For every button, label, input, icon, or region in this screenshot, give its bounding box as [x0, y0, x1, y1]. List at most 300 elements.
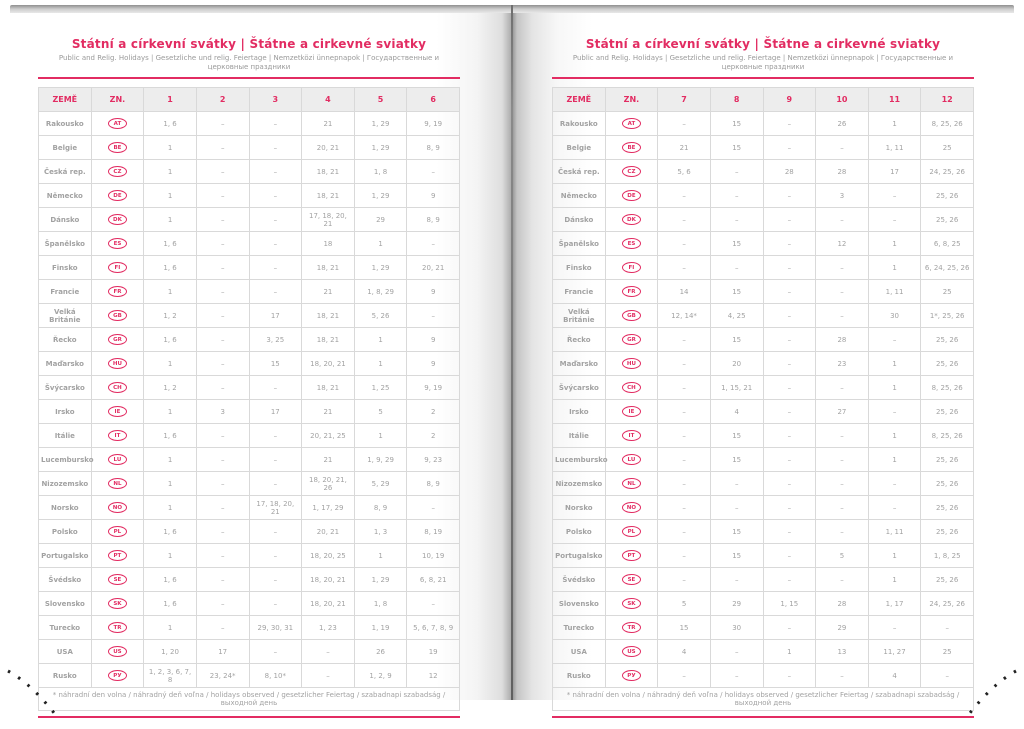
value-cell: 18, 20, 21 [302, 352, 355, 376]
table-row [553, 544, 974, 568]
value-cell: 8, 10* [249, 664, 302, 688]
value-cell: 1, 29 [354, 184, 407, 208]
value-cell: – [196, 184, 249, 208]
country-cell: Irsko [39, 400, 92, 424]
value-cell: – [249, 280, 302, 304]
country-code-badge: TR [108, 622, 127, 633]
country-cell: USA [553, 640, 606, 664]
footnote-row [553, 688, 974, 711]
country-cell: Velká Británie [553, 304, 606, 328]
value-cell: 18 [302, 232, 355, 256]
value-cell: 9, 23 [407, 448, 460, 472]
country-code-badge: NO [108, 502, 127, 513]
table-row [553, 400, 974, 424]
country-code-badge: SK [622, 598, 641, 609]
country-code-badge: IT [108, 430, 127, 441]
country-cell: Rusko [553, 664, 606, 688]
code-cell [605, 280, 658, 304]
value-cell: 17, 18, 20, 21 [249, 496, 302, 520]
value-cell: – [658, 256, 711, 280]
code-cell [605, 184, 658, 208]
value-cell: 29 [816, 616, 869, 640]
value-cell: – [658, 352, 711, 376]
value-cell: – [196, 592, 249, 616]
value-cell: 1, 6 [144, 424, 197, 448]
value-cell: 1 [868, 376, 921, 400]
value-cell: 5, 6 [658, 160, 711, 184]
country-code-badge: US [622, 646, 641, 657]
value-cell: 3 [196, 400, 249, 424]
country-code-badge: BE [108, 142, 127, 153]
value-cell: 20, 21, 25 [302, 424, 355, 448]
country-cell: Německo [553, 184, 606, 208]
value-cell: 28 [816, 592, 869, 616]
country-code-badge: PT [622, 550, 641, 561]
value-cell: – [196, 280, 249, 304]
value-cell: 1, 2 [144, 376, 197, 400]
month-column-header: 2 [196, 88, 249, 112]
country-cell: Francie [553, 280, 606, 304]
code-cell [605, 256, 658, 280]
value-cell: – [816, 664, 869, 688]
value-cell: 4, 25 [710, 304, 763, 328]
code-cell [605, 520, 658, 544]
value-cell: – [763, 544, 816, 568]
value-cell: 1 [144, 208, 197, 232]
value-cell: 8, 25, 26 [921, 376, 974, 400]
value-cell: 8, 19 [407, 520, 460, 544]
value-cell: 25, 26 [921, 328, 974, 352]
value-cell: 18, 21 [302, 160, 355, 184]
value-cell: 1, 2, 3, 6, 7, 8 [144, 664, 197, 688]
table-row [39, 304, 460, 328]
value-cell: 28 [816, 160, 869, 184]
footnote-cell: * náhradní den volna / náhradný deň voľna / holidays observed / gesetzlicher Feiertag / szabadnapi szabadság / выходной день [553, 688, 974, 711]
code-cell [91, 232, 144, 256]
country-cell: Portugalsko [39, 544, 92, 568]
table-row [39, 472, 460, 496]
value-cell: 1 [868, 544, 921, 568]
value-cell: – [763, 112, 816, 136]
holidays-table-jan-jun [38, 87, 460, 711]
value-cell: – [196, 352, 249, 376]
country-cell: Česká rep. [553, 160, 606, 184]
code-cell [605, 568, 658, 592]
code-cell [605, 160, 658, 184]
value-cell: 1 [868, 352, 921, 376]
month-column-header: 10 [816, 88, 869, 112]
month-column-header: 3 [249, 88, 302, 112]
value-cell: – [710, 184, 763, 208]
value-cell: 1, 6 [144, 592, 197, 616]
value-cell: 1, 19 [354, 616, 407, 640]
table-row [39, 424, 460, 448]
value-cell: 6, 8, 21 [407, 568, 460, 592]
country-code-badge: HU [108, 358, 127, 369]
country-code-badge: CH [622, 382, 641, 393]
value-cell: – [816, 520, 869, 544]
value-cell: 8, 9 [407, 208, 460, 232]
bottom-rule [552, 716, 974, 718]
table-row [553, 592, 974, 616]
value-cell: – [196, 544, 249, 568]
header-row [553, 88, 974, 112]
value-cell: – [196, 376, 249, 400]
value-cell: 30 [710, 616, 763, 640]
value-cell: 15 [710, 136, 763, 160]
value-cell: – [763, 496, 816, 520]
country-code-badge: РУ [622, 670, 641, 681]
value-cell: 25, 26 [921, 496, 974, 520]
value-cell: – [249, 208, 302, 232]
country-code-badge: FR [622, 286, 641, 297]
value-cell: 6, 8, 25 [921, 232, 974, 256]
value-cell: – [763, 304, 816, 328]
value-cell: – [658, 208, 711, 232]
value-cell: 6, 24, 25, 26 [921, 256, 974, 280]
footnote-cell: * náhradní den volna / náhradný deň voľna / holidays observed / gesetzlicher Feiertag / szabadnapi szabadság / выходной день [39, 688, 460, 711]
value-cell: – [196, 520, 249, 544]
value-cell: – [763, 280, 816, 304]
value-cell: 1 [144, 472, 197, 496]
value-cell: – [763, 400, 816, 424]
country-cell: Švýcarsko [553, 376, 606, 400]
table-row [39, 664, 460, 688]
value-cell: – [249, 472, 302, 496]
country-cell: Švédsko [553, 568, 606, 592]
country-cell: Polsko [39, 520, 92, 544]
country-code-badge: NO [622, 502, 641, 513]
country-code-badge: GR [108, 334, 127, 345]
page-subtitle: Public and Relig. Holidays | Gesetzliche und relig. Feiertage | Nemzetközi ünnepnapok | Государственные и церковные праздники [572, 54, 954, 71]
code-cell [91, 520, 144, 544]
country-cell: Norsko [553, 496, 606, 520]
title-rule [38, 77, 460, 79]
country-code-badge: PL [622, 526, 641, 537]
value-cell: 2 [407, 400, 460, 424]
value-cell: – [249, 160, 302, 184]
value-cell: 1, 9, 29 [354, 448, 407, 472]
table-row [39, 616, 460, 640]
value-cell: 4 [710, 400, 763, 424]
code-cell [91, 400, 144, 424]
value-cell: 1, 15, 21 [710, 376, 763, 400]
value-cell: 15 [710, 280, 763, 304]
value-cell: 25, 26 [921, 520, 974, 544]
value-cell: – [868, 616, 921, 640]
value-cell: 24, 25, 26 [921, 592, 974, 616]
country-cell: Belgie [553, 136, 606, 160]
country-cell: Rakousko [39, 112, 92, 136]
country-cell: Slovensko [553, 592, 606, 616]
value-cell: 9 [407, 280, 460, 304]
table-row [553, 640, 974, 664]
country-code-badge: IE [622, 406, 641, 417]
country-code-badge: SK [108, 598, 127, 609]
country-cell: Španělsko [553, 232, 606, 256]
code-cell [91, 136, 144, 160]
value-cell: 25 [921, 280, 974, 304]
value-cell: 12 [816, 232, 869, 256]
country-cell: Norsko [39, 496, 92, 520]
month-column-header: 1 [144, 88, 197, 112]
value-cell: 18, 20, 25 [302, 544, 355, 568]
country-code-badge: SE [622, 574, 641, 585]
value-cell: 1, 6 [144, 232, 197, 256]
table-row [39, 232, 460, 256]
code-cell [91, 304, 144, 328]
value-cell: – [249, 112, 302, 136]
value-cell: 1, 6 [144, 568, 197, 592]
value-cell: – [816, 472, 869, 496]
value-cell: 23 [816, 352, 869, 376]
value-cell: 10, 19 [407, 544, 460, 568]
value-cell: – [763, 352, 816, 376]
country-code-badge: NL [108, 478, 127, 489]
value-cell: – [196, 160, 249, 184]
table-row [553, 232, 974, 256]
value-cell: – [658, 232, 711, 256]
country-cell: Itálie [39, 424, 92, 448]
value-cell: 20, 21 [302, 520, 355, 544]
value-cell: 5 [354, 400, 407, 424]
country-code-badge: LU [108, 454, 127, 465]
value-cell: – [196, 232, 249, 256]
value-cell: 1 [144, 352, 197, 376]
country-cell: Lucembursko [553, 448, 606, 472]
value-cell: – [249, 232, 302, 256]
country-code-badge: GR [622, 334, 641, 345]
value-cell: 5, 26 [354, 304, 407, 328]
value-cell: – [196, 208, 249, 232]
code-cell [91, 616, 144, 640]
country-code-badge: FI [622, 262, 641, 273]
country-cell: Nizozemsko [553, 472, 606, 496]
value-cell: 18, 20, 21, 26 [302, 472, 355, 496]
value-cell: – [763, 448, 816, 472]
value-cell: 5, 29 [354, 472, 407, 496]
table-row [553, 136, 974, 160]
value-cell: 9, 19 [407, 112, 460, 136]
value-cell: 17 [196, 640, 249, 664]
value-cell: 18, 21 [302, 184, 355, 208]
book-spine [511, 5, 513, 700]
value-cell: 15 [658, 616, 711, 640]
value-cell: – [658, 424, 711, 448]
value-cell: – [249, 544, 302, 568]
code-cell [91, 448, 144, 472]
value-cell: 1 [144, 616, 197, 640]
value-cell: – [196, 568, 249, 592]
table-row [39, 352, 460, 376]
value-cell: 20, 21 [302, 136, 355, 160]
table-row [553, 280, 974, 304]
country-code-badge: LU [622, 454, 641, 465]
value-cell: – [196, 136, 249, 160]
value-cell: 18, 21 [302, 328, 355, 352]
value-cell: 1, 23 [302, 616, 355, 640]
value-cell: 13 [816, 640, 869, 664]
value-cell: – [763, 256, 816, 280]
value-cell: 1 [868, 568, 921, 592]
country-column-header: ZEMĚ [39, 88, 92, 112]
value-cell: 1 [868, 232, 921, 256]
value-cell: – [763, 664, 816, 688]
country-code-badge: FI [108, 262, 127, 273]
value-cell: – [249, 448, 302, 472]
value-cell: 1 [868, 424, 921, 448]
code-cell [605, 472, 658, 496]
value-cell: 9 [407, 184, 460, 208]
value-cell: – [658, 328, 711, 352]
value-cell: 1, 8 [354, 160, 407, 184]
value-cell: 25, 26 [921, 472, 974, 496]
value-cell: 15 [710, 424, 763, 448]
value-cell: – [710, 664, 763, 688]
table-row [553, 352, 974, 376]
value-cell: 1, 6 [144, 256, 197, 280]
value-cell: 1, 29 [354, 568, 407, 592]
value-cell: 17 [868, 160, 921, 184]
value-cell: – [302, 640, 355, 664]
value-cell: – [249, 592, 302, 616]
table-row [39, 592, 460, 616]
country-code-badge: GB [622, 310, 641, 321]
country-code-badge: IE [108, 406, 127, 417]
value-cell: 12 [407, 664, 460, 688]
country-cell: Španělsko [39, 232, 92, 256]
code-cell [605, 424, 658, 448]
country-cell: Německo [39, 184, 92, 208]
value-cell: 27 [816, 400, 869, 424]
value-cell: – [816, 280, 869, 304]
value-cell: – [196, 112, 249, 136]
country-cell: Itálie [553, 424, 606, 448]
value-cell: 29 [710, 592, 763, 616]
country-cell: Česká rep. [39, 160, 92, 184]
country-cell: Turecko [553, 616, 606, 640]
value-cell: 1, 8 [354, 592, 407, 616]
country-cell: Irsko [553, 400, 606, 424]
country-code-badge: AT [622, 118, 641, 129]
country-cell: Polsko [553, 520, 606, 544]
code-cell [605, 664, 658, 688]
table-row [39, 544, 460, 568]
value-cell: – [658, 472, 711, 496]
value-cell: 1 [763, 640, 816, 664]
footnote-row [39, 688, 460, 711]
country-cell: Švýcarsko [39, 376, 92, 400]
value-cell: – [407, 160, 460, 184]
value-cell: 1, 8, 25 [921, 544, 974, 568]
code-cell [91, 160, 144, 184]
country-code-badge: HU [622, 358, 641, 369]
page-title: Státní a církevní svátky | Štátne a cirkevné sviatky [585, 37, 941, 51]
table-row [553, 568, 974, 592]
code-cell [91, 544, 144, 568]
value-cell: 15 [249, 352, 302, 376]
value-cell: 4 [868, 664, 921, 688]
value-cell: 1 [354, 424, 407, 448]
value-cell: 1, 2, 9 [354, 664, 407, 688]
value-cell: – [868, 472, 921, 496]
country-cell: Turecko [39, 616, 92, 640]
value-cell: 25 [921, 136, 974, 160]
value-cell: 1 [354, 328, 407, 352]
value-cell: 1 [144, 160, 197, 184]
country-code-badge: DE [622, 190, 641, 201]
value-cell: – [407, 232, 460, 256]
value-cell: 25, 26 [921, 208, 974, 232]
value-cell: – [763, 472, 816, 496]
country-cell: Řecko [39, 328, 92, 352]
value-cell: 17, 18, 20, 21 [302, 208, 355, 232]
country-code-badge: CZ [108, 166, 127, 177]
value-cell: – [763, 424, 816, 448]
value-cell: 26 [354, 640, 407, 664]
code-cell [91, 352, 144, 376]
value-cell: – [763, 616, 816, 640]
value-cell: – [196, 496, 249, 520]
value-cell: 1, 29 [354, 256, 407, 280]
table-row [553, 184, 974, 208]
value-cell: – [816, 136, 869, 160]
right-page-content [552, 37, 974, 718]
value-cell: 1, 11 [868, 136, 921, 160]
value-cell: 1 [354, 544, 407, 568]
value-cell: 1, 6 [144, 520, 197, 544]
value-cell: – [658, 520, 711, 544]
value-cell: – [658, 184, 711, 208]
month-column-header: 9 [763, 88, 816, 112]
value-cell: – [816, 424, 869, 448]
code-cell [91, 208, 144, 232]
country-code-badge: CH [108, 382, 127, 393]
country-cell: Nizozemsko [39, 472, 92, 496]
value-cell: – [710, 496, 763, 520]
value-cell: – [763, 136, 816, 160]
code-cell [605, 592, 658, 616]
code-cell [605, 232, 658, 256]
value-cell: 17 [249, 304, 302, 328]
country-code-badge: GB [108, 310, 127, 321]
code-cell [91, 664, 144, 688]
value-cell: 20, 21 [407, 256, 460, 280]
value-cell: – [249, 424, 302, 448]
code-cell [91, 184, 144, 208]
code-cell [91, 568, 144, 592]
value-cell: – [710, 160, 763, 184]
value-cell: – [868, 328, 921, 352]
value-cell: 5, 6, 7, 8, 9 [407, 616, 460, 640]
country-code-badge: US [108, 646, 127, 657]
value-cell: – [249, 568, 302, 592]
table-row [39, 208, 460, 232]
value-cell: – [816, 376, 869, 400]
code-cell [605, 328, 658, 352]
code-cell [91, 640, 144, 664]
month-column-header: 5 [354, 88, 407, 112]
value-cell: 1, 29 [354, 112, 407, 136]
stitch-decoration-left [0, 660, 80, 729]
value-cell: 30 [868, 304, 921, 328]
value-cell: – [816, 304, 869, 328]
value-cell: 15 [710, 328, 763, 352]
value-cell: – [196, 304, 249, 328]
table-row [39, 280, 460, 304]
value-cell: – [658, 568, 711, 592]
value-cell: 28 [816, 328, 869, 352]
